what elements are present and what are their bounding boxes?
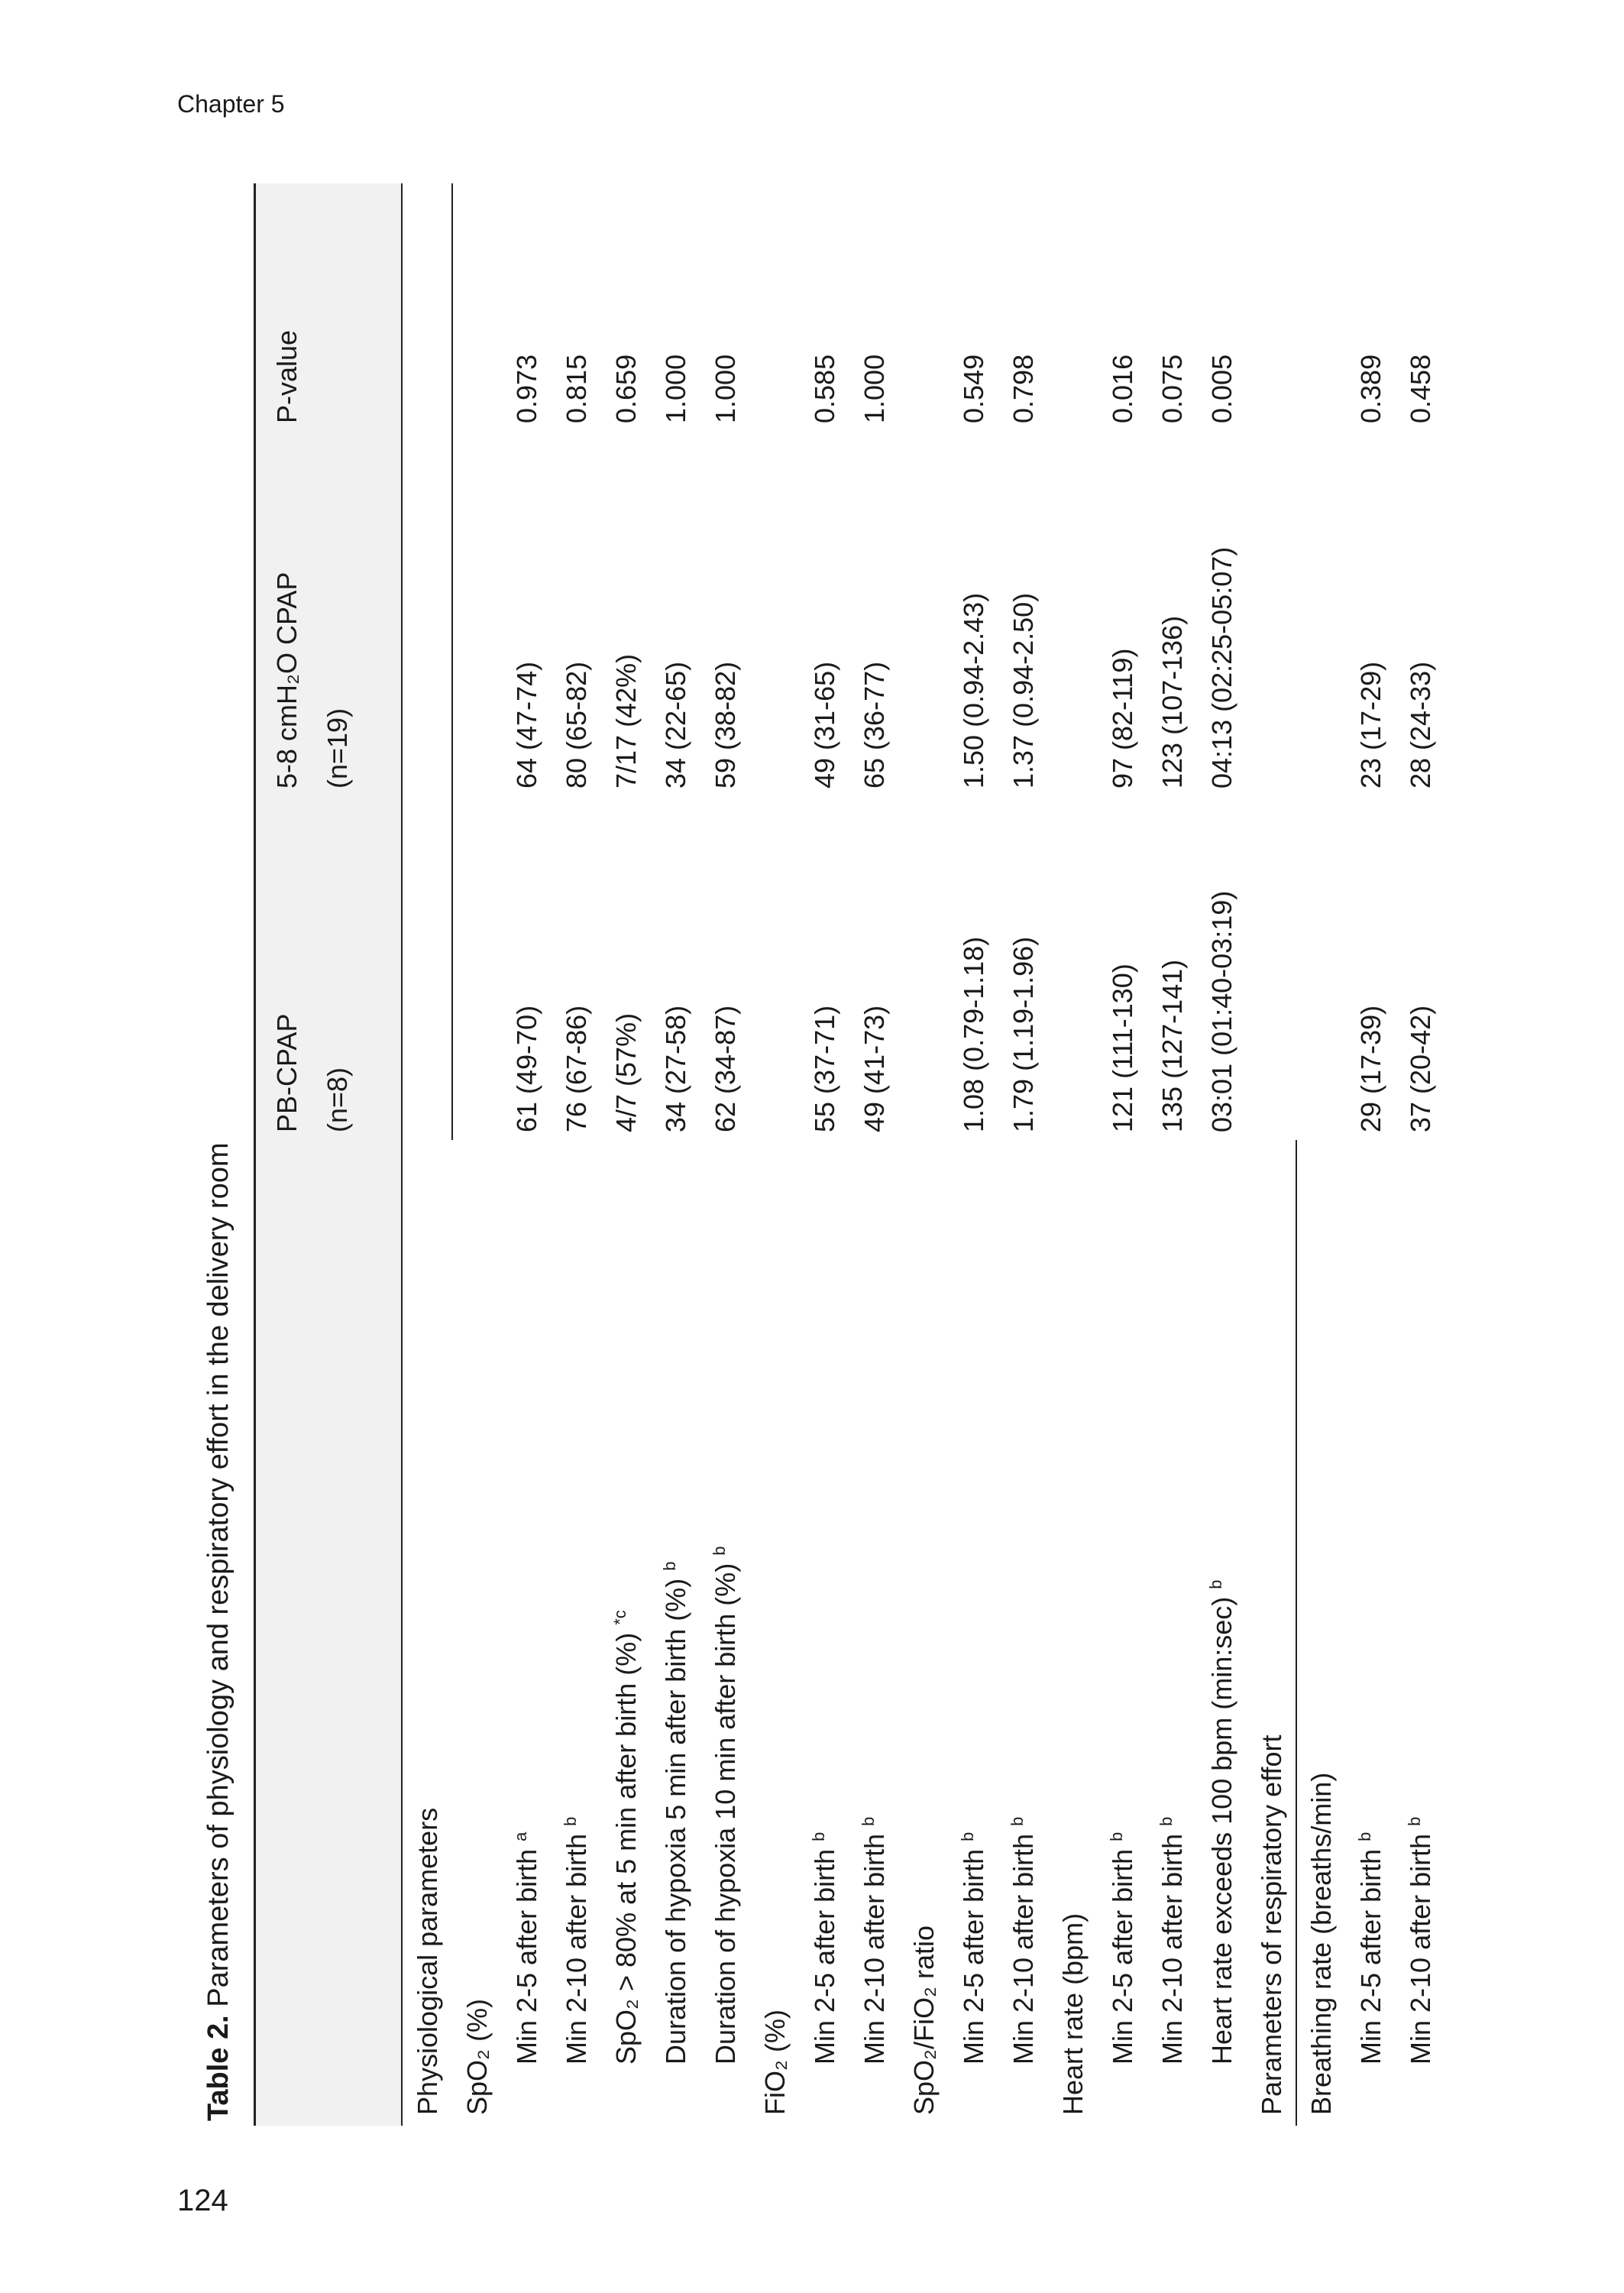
footnote-marker: b — [561, 1816, 580, 1826]
rotated-table-block — [183, 183, 1436, 2126]
row-label — [849, 1817, 899, 2065]
cell-pb-cpap: 62 (34-87) — [710, 1005, 741, 1132]
cell-pb-cpap: 37 (20-42) — [1405, 1005, 1436, 1132]
footnote-marker: *c — [610, 1610, 629, 1625]
footnote-marker: b — [1206, 1579, 1225, 1589]
table-row — [1147, 183, 1197, 2126]
row-label-text: Min 2-10 after birth — [561, 1833, 592, 2065]
row-label-text: Min 2-10 after birth — [1157, 1833, 1188, 2065]
row-label — [700, 1546, 750, 2065]
table-caption-label: Table 2. — [202, 2015, 235, 2121]
row-label — [998, 1817, 1048, 2065]
cell-cpap: 1.50 (0.94-2.43) — [958, 592, 989, 789]
row-label — [1147, 1817, 1197, 2065]
cell-p-value: 0.659 — [610, 354, 642, 423]
row-label-text: Heart rate exceeds 100 bpm (min:sec) — [1206, 1596, 1237, 2065]
row-label-text: Parameters of respiratory effort — [1256, 1734, 1287, 2115]
row-label — [1197, 1579, 1247, 2065]
row-label-text: Min 2-5 after birth — [511, 1848, 542, 2065]
cell-p-value: 0.389 — [1355, 354, 1386, 423]
cell-cpap: 7/17 (42%) — [610, 653, 642, 789]
table-row — [651, 183, 700, 2126]
cell-pb-cpap: 29 (17-39) — [1355, 1005, 1386, 1132]
row-label-text: Min 2-5 after birth — [809, 1848, 840, 2065]
cell-cpap: 59 (38-82) — [710, 661, 741, 789]
footnote-marker: b — [710, 1546, 729, 1556]
rule-under-respiratory-header — [1296, 1140, 1297, 2126]
cell-pb-cpap: 61 (49-70) — [511, 1005, 542, 1132]
table-row — [552, 183, 601, 2126]
cell-p-value: 0.016 — [1107, 354, 1138, 423]
table-row — [601, 183, 651, 2126]
cell-p-value: 1.000 — [660, 354, 691, 423]
footnote-marker: b — [1405, 1816, 1424, 1826]
row-label-text: SpO₂ > 80% at 5 min after birth (%) — [610, 1632, 642, 2065]
table-row — [800, 183, 849, 2126]
cell-p-value: 0.075 — [1157, 354, 1188, 423]
table-row — [849, 183, 899, 2126]
row-label — [899, 1925, 949, 2115]
row-label — [1346, 1832, 1396, 2065]
row-label-text: Duration of hypoxia 10 min after birth (%) — [710, 1563, 741, 2065]
table-row — [1346, 183, 1396, 2126]
column-header-line1: PB-CPAP — [271, 1013, 302, 1132]
table-row — [700, 183, 750, 2126]
cell-pb-cpap: 76 (67-86) — [561, 1005, 592, 1132]
footnote-marker: a — [511, 1831, 530, 1841]
cell-p-value: 0.549 — [958, 354, 989, 423]
table-caption — [183, 183, 254, 2126]
table-row — [949, 183, 998, 2126]
column-header-line2: (n=19) — [322, 708, 353, 789]
row-label — [1296, 1773, 1346, 2115]
column-header-line2: (n=8) — [322, 1067, 353, 1132]
row-label — [552, 1817, 601, 2065]
row-label-text: Physiological parameters — [412, 1807, 443, 2115]
chapter-running-head: Chapter 5 — [177, 90, 285, 118]
table-row — [750, 183, 800, 2126]
row-label — [502, 1832, 552, 2065]
row-label — [651, 1561, 700, 2065]
table-row — [502, 183, 552, 2126]
cell-cpap: 123 (107-136) — [1157, 615, 1188, 789]
cell-pb-cpap: 55 (37-71) — [809, 1005, 840, 1132]
row-label-text: Min 2-10 after birth — [1008, 1833, 1039, 2065]
footnote-marker: b — [809, 1831, 828, 1841]
row-label-text: Heart rate (bpm) — [1057, 1912, 1089, 2115]
cell-pb-cpap: 4/7 (57%) — [610, 1012, 642, 1132]
table-row — [1396, 183, 1445, 2126]
table-row — [452, 183, 502, 2126]
table-row — [1098, 183, 1147, 2126]
cell-pb-cpap: 34 (27-58) — [660, 1005, 691, 1132]
cell-cpap: 28 (24-33) — [1405, 661, 1436, 789]
row-label — [949, 1832, 998, 2065]
footnote-marker: b — [1157, 1816, 1176, 1826]
table-row — [1247, 183, 1296, 2126]
cell-cpap: 23 (17-29) — [1355, 661, 1386, 789]
row-label-text: SpO₂/FiO₂ ratio — [908, 1925, 940, 2115]
cell-cpap: 64 (47-74) — [511, 661, 542, 789]
table-row — [1197, 183, 1247, 2126]
cell-cpap: 1.37 (0.94-2.50) — [1008, 592, 1039, 789]
cell-cpap: 65 (36-77) — [859, 661, 890, 789]
footnote-marker: b — [1008, 1816, 1027, 1826]
cell-p-value: 0.973 — [511, 354, 542, 423]
row-label-text: Duration of hypoxia 5 min after birth (%) — [660, 1578, 691, 2065]
cell-pb-cpap: 1.08 (0.79-1.18) — [958, 936, 989, 1132]
column-header-p-value — [262, 330, 312, 423]
row-label-text: Min 2-10 after birth — [859, 1833, 890, 2065]
row-label — [1098, 1832, 1147, 2065]
row-label-text: FiO₂ (%) — [759, 2010, 791, 2115]
cell-p-value: 1.000 — [859, 354, 890, 423]
cell-p-value: 0.585 — [809, 354, 840, 423]
column-header-line1: 5-8 cmH₂O CPAP — [271, 572, 302, 789]
row-label — [1048, 1913, 1098, 2115]
footnote-marker: b — [1355, 1831, 1374, 1841]
row-label-text: Min 2-5 after birth — [958, 1848, 989, 2065]
table-row — [1048, 183, 1098, 2126]
footnote-marker: b — [1107, 1831, 1126, 1841]
row-label — [403, 1808, 452, 2115]
table-row — [1296, 183, 1346, 2126]
cell-pb-cpap: 1.79 (1.19-1.96) — [1008, 936, 1039, 1132]
cell-p-value: 1.000 — [710, 354, 741, 423]
cell-cpap: 34 (22-65) — [660, 661, 691, 789]
footnote-marker: b — [660, 1561, 679, 1571]
row-label — [1396, 1817, 1445, 2065]
row-label-text: SpO₂ (%) — [461, 1999, 493, 2115]
row-label — [750, 2010, 800, 2115]
column-header-cpap — [262, 572, 363, 789]
cell-cpap: 97 (82-119) — [1107, 648, 1138, 789]
page-number: 124 — [177, 2184, 228, 2217]
cell-p-value: 0.005 — [1206, 354, 1237, 423]
cell-cpap: 80 (65-82) — [561, 661, 592, 789]
column-header-line1: P-value — [271, 329, 302, 423]
cell-pb-cpap: 03:01 (01:40-03:19) — [1206, 890, 1237, 1132]
row-label — [452, 1999, 502, 2115]
table-row — [899, 183, 949, 2126]
table-row — [403, 183, 452, 2126]
footnote-marker: b — [958, 1831, 977, 1841]
row-label — [800, 1832, 849, 2065]
row-label-text: Breathing rate (breaths/min) — [1305, 1772, 1337, 2115]
rule-under-physiological-header — [451, 183, 453, 1140]
cell-cpap: 04:13 (02:25-05:07) — [1206, 546, 1237, 789]
table-row — [998, 183, 1048, 2126]
cell-p-value: 0.458 — [1405, 354, 1436, 423]
cell-p-value: 0.815 — [561, 354, 592, 423]
row-label-text: Min 2-10 after birth — [1405, 1833, 1436, 2065]
cell-pb-cpap: 49 (41-73) — [859, 1005, 890, 1132]
table-caption-text: Parameters of physiology and respiratory effort in the delivery room — [202, 1142, 235, 2016]
cell-pb-cpap: 121 (111-130) — [1107, 964, 1138, 1132]
cell-pb-cpap: 135 (127-141) — [1157, 959, 1188, 1132]
cell-p-value: 0.798 — [1008, 354, 1039, 423]
table-header — [254, 183, 403, 2126]
row-label — [1247, 1734, 1296, 2115]
row-label-text: Min 2-5 after birth — [1355, 1848, 1386, 2065]
row-label — [601, 1610, 651, 2065]
table-body — [403, 183, 1445, 2126]
column-header-pb-cpap — [262, 1014, 363, 1132]
footnote-marker: b — [859, 1816, 878, 1826]
row-label-text: Min 2-5 after birth — [1107, 1848, 1138, 2065]
cell-cpap: 49 (31-65) — [809, 661, 840, 789]
